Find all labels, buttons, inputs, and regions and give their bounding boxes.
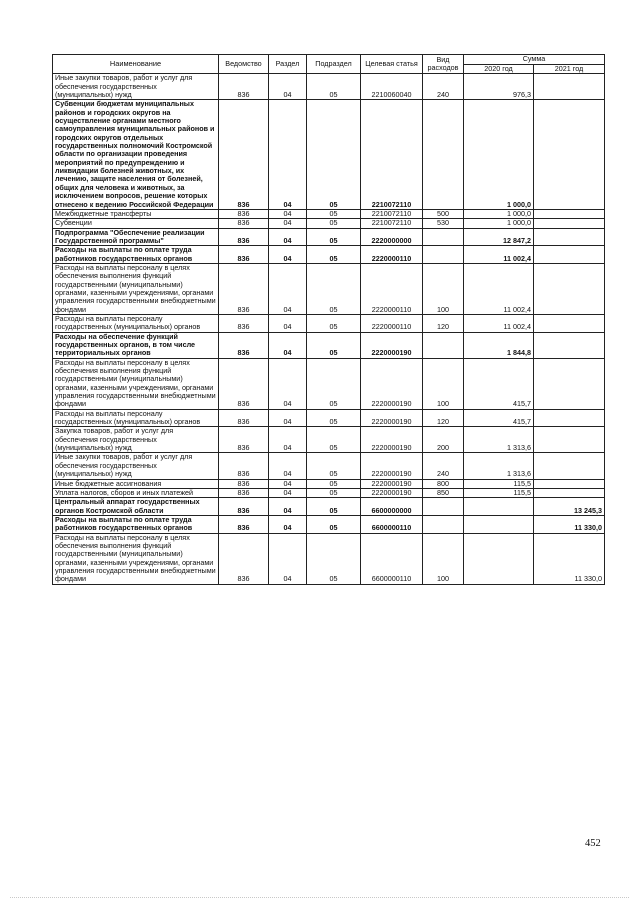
row-section: 04	[269, 219, 307, 228]
row-amount-2021	[534, 453, 605, 479]
row-name: Расходы на выплаты персоналу в целях обеспечения выполнения функций государственными (муниципальными) органами, казенными учреждениями, органами управления государственными внебюджетными фондами	[53, 263, 219, 314]
row-name: Подпрограмма "Обеспечение реализации Государственной программы"	[53, 228, 219, 246]
row-amount-2021	[534, 74, 605, 100]
row-kind: 100	[423, 358, 464, 409]
row-amount-2021	[534, 427, 605, 453]
row-amount-2021	[534, 479, 605, 488]
row-kind	[423, 498, 464, 516]
row-section: 04	[269, 314, 307, 332]
row-section: 04	[269, 246, 307, 264]
row-dept: 836	[219, 479, 269, 488]
row-subsection: 05	[307, 515, 361, 533]
row-name: Расходы на выплаты персоналу государственных (муниципальных) органов	[53, 409, 219, 427]
row-subsection: 05	[307, 409, 361, 427]
footer-divider	[10, 897, 629, 898]
row-target: 2220000110	[361, 263, 423, 314]
row-kind	[423, 246, 464, 264]
row-subsection: 05	[307, 246, 361, 264]
row-name: Расходы на выплаты персоналу государственных (муниципальных) органов	[53, 314, 219, 332]
row-section: 04	[269, 515, 307, 533]
row-dept: 836	[219, 100, 269, 209]
row-amount-2020: 1 000,0	[464, 209, 534, 218]
row-target: 2220000110	[361, 246, 423, 264]
row-amount-2020: 415,7	[464, 409, 534, 427]
col-header-name: Наименование	[53, 55, 219, 74]
row-section: 04	[269, 74, 307, 100]
row-amount-2021	[534, 488, 605, 497]
row-dept: 836	[219, 209, 269, 218]
row-target: 2220000190	[361, 479, 423, 488]
row-section: 04	[269, 488, 307, 497]
row-target: 2210072110	[361, 100, 423, 209]
row-amount-2021	[534, 219, 605, 228]
row-amount-2020: 115,5	[464, 488, 534, 497]
row-amount-2020: 1 313,6	[464, 453, 534, 479]
row-kind: 100	[423, 263, 464, 314]
row-subsection: 05	[307, 453, 361, 479]
table-row	[53, 74, 605, 100]
row-subsection: 05	[307, 209, 361, 218]
table-row	[53, 479, 605, 488]
row-target: 2220000190	[361, 358, 423, 409]
row-kind: 500	[423, 209, 464, 218]
row-section: 04	[269, 358, 307, 409]
row-target: 2210060040	[361, 74, 423, 100]
row-kind	[423, 228, 464, 246]
col-header-2020: 2020 год	[464, 65, 534, 74]
page-number: 452	[585, 838, 601, 849]
row-target: 2220000000	[361, 228, 423, 246]
budget-table	[52, 54, 605, 585]
row-amount-2021: 13 245,3	[534, 498, 605, 516]
row-amount-2021	[534, 246, 605, 264]
table-row	[53, 533, 605, 584]
table-row	[53, 358, 605, 409]
row-dept: 836	[219, 228, 269, 246]
row-subsection: 05	[307, 533, 361, 584]
row-target: 2220000190	[361, 332, 423, 358]
table-row	[53, 427, 605, 453]
row-kind	[423, 332, 464, 358]
row-section: 04	[269, 533, 307, 584]
row-kind: 800	[423, 479, 464, 488]
row-amount-2020	[464, 515, 534, 533]
row-amount-2020: 11 002,4	[464, 263, 534, 314]
row-dept: 836	[219, 498, 269, 516]
row-target: 2220000190	[361, 409, 423, 427]
row-name: Расходы на выплаты по оплате труда работников государственных органов	[53, 246, 219, 264]
row-subsection: 05	[307, 263, 361, 314]
row-name: Расходы на обеспечение функций государственных органов, в том числе территориальных органов	[53, 332, 219, 358]
row-amount-2020: 1 313,6	[464, 427, 534, 453]
row-dept: 836	[219, 74, 269, 100]
table-row	[53, 314, 605, 332]
table-row	[53, 498, 605, 516]
col-header-subsection: Подраздел	[307, 55, 361, 74]
row-subsection: 05	[307, 358, 361, 409]
row-amount-2021	[534, 409, 605, 427]
row-subsection: 05	[307, 228, 361, 246]
row-subsection: 05	[307, 427, 361, 453]
row-kind: 120	[423, 409, 464, 427]
row-kind: 240	[423, 453, 464, 479]
row-section: 04	[269, 209, 307, 218]
row-name: Субвенции бюджетам муниципальных районов и городских округов на осуществление органами местного самоуправления муниципальных районов и городских округов отдельных государственных полномочий Костромской области по организации проведения мероприятий по предупреждению и ликвидации болезней животных, их лечению, защите населения от болезней, общих для человека и животных, за исключением вопросов, решение которых отнесено к ведению Российской Федерации	[53, 100, 219, 209]
table-row	[53, 515, 605, 533]
col-header-sum: Сумма	[464, 55, 605, 65]
table-row	[53, 219, 605, 228]
row-amount-2021	[534, 228, 605, 246]
row-dept: 836	[219, 488, 269, 497]
row-dept: 836	[219, 515, 269, 533]
table-row	[53, 100, 605, 209]
row-name: Центральный аппарат государственных органов Костромской области	[53, 498, 219, 516]
table-row	[53, 453, 605, 479]
row-amount-2020: 1 000,0	[464, 100, 534, 209]
row-dept: 836	[219, 358, 269, 409]
row-section: 04	[269, 228, 307, 246]
row-amount-2021	[534, 263, 605, 314]
table-row	[53, 228, 605, 246]
row-amount-2021	[534, 100, 605, 209]
row-amount-2021	[534, 209, 605, 218]
col-header-target: Целевая статья	[361, 55, 423, 74]
table-row	[53, 332, 605, 358]
row-dept: 836	[219, 314, 269, 332]
row-amount-2021: 11 330,0	[534, 533, 605, 584]
row-subsection: 05	[307, 488, 361, 497]
row-subsection: 05	[307, 219, 361, 228]
row-subsection: 05	[307, 498, 361, 516]
row-dept: 836	[219, 453, 269, 479]
row-dept: 836	[219, 332, 269, 358]
row-name: Расходы на выплаты персоналу в целях обеспечения выполнения функций государственными (муниципальными) органами, казенными учреждениями, органами управления государственными внебюджетными фондами	[53, 358, 219, 409]
row-target: 2220000190	[361, 427, 423, 453]
row-section: 04	[269, 332, 307, 358]
row-name: Уплата налогов, сборов и иных платежей	[53, 488, 219, 497]
row-subsection: 05	[307, 314, 361, 332]
row-amount-2020: 1 000,0	[464, 219, 534, 228]
row-target: 6600000110	[361, 515, 423, 533]
row-subsection: 05	[307, 479, 361, 488]
row-subsection: 05	[307, 74, 361, 100]
row-name: Иные закупки товаров, работ и услуг для обеспечения государственных (муниципальных) нужд	[53, 453, 219, 479]
row-amount-2020: 11 002,4	[464, 246, 534, 264]
table-row	[53, 246, 605, 264]
row-kind	[423, 100, 464, 209]
col-header-dept: Ведомство	[219, 55, 269, 74]
col-header-2021: 2021 год	[534, 65, 605, 74]
row-target: 2210072110	[361, 209, 423, 218]
row-amount-2020: 12 847,2	[464, 228, 534, 246]
row-section: 04	[269, 453, 307, 479]
row-section: 04	[269, 409, 307, 427]
row-amount-2020	[464, 498, 534, 516]
row-dept: 836	[219, 409, 269, 427]
row-subsection: 05	[307, 100, 361, 209]
row-kind	[423, 515, 464, 533]
row-name: Расходы на выплаты персоналу в целях обеспечения выполнения функций государственными (муниципальными) органами, казенными учреждениями, органами управления государственными внебюджетными фондами	[53, 533, 219, 584]
row-amount-2020: 115,5	[464, 479, 534, 488]
row-dept: 836	[219, 427, 269, 453]
row-kind: 200	[423, 427, 464, 453]
row-amount-2020: 11 002,4	[464, 314, 534, 332]
row-amount-2020: 976,3	[464, 74, 534, 100]
row-section: 04	[269, 263, 307, 314]
row-target: 6600000110	[361, 533, 423, 584]
col-header-kind: Вид расходов	[423, 55, 464, 74]
row-name: Закупка товаров, работ и услуг для обеспечения государственных (муниципальных) нужд	[53, 427, 219, 453]
row-kind: 120	[423, 314, 464, 332]
row-section: 04	[269, 100, 307, 209]
row-section: 04	[269, 479, 307, 488]
row-target: 6600000000	[361, 498, 423, 516]
row-amount-2020: 415,7	[464, 358, 534, 409]
row-target: 2220000110	[361, 314, 423, 332]
row-amount-2020	[464, 533, 534, 584]
row-amount-2020: 1 844,8	[464, 332, 534, 358]
row-name: Субвенции	[53, 219, 219, 228]
row-name: Иные закупки товаров, работ и услуг для обеспечения государственных (муниципальных) нужд	[53, 74, 219, 100]
row-section: 04	[269, 498, 307, 516]
row-subsection: 05	[307, 332, 361, 358]
row-amount-2021: 11 330,0	[534, 515, 605, 533]
row-target: 2220000190	[361, 488, 423, 497]
row-kind: 850	[423, 488, 464, 497]
row-name: Расходы на выплаты по оплате труда работников государственных органов	[53, 515, 219, 533]
table-row	[53, 409, 605, 427]
row-section: 04	[269, 427, 307, 453]
row-amount-2021	[534, 358, 605, 409]
table-row	[53, 263, 605, 314]
row-amount-2021	[534, 332, 605, 358]
row-kind: 240	[423, 74, 464, 100]
row-name: Иные бюджетные ассигнования	[53, 479, 219, 488]
row-dept: 836	[219, 533, 269, 584]
row-dept: 836	[219, 263, 269, 314]
row-kind: 100	[423, 533, 464, 584]
row-target: 2220000190	[361, 453, 423, 479]
row-kind: 530	[423, 219, 464, 228]
row-dept: 836	[219, 246, 269, 264]
row-name: Межбюджетные трансферты	[53, 209, 219, 218]
row-target: 2210072110	[361, 219, 423, 228]
row-amount-2021	[534, 314, 605, 332]
col-header-section: Раздел	[269, 55, 307, 74]
row-dept: 836	[219, 219, 269, 228]
